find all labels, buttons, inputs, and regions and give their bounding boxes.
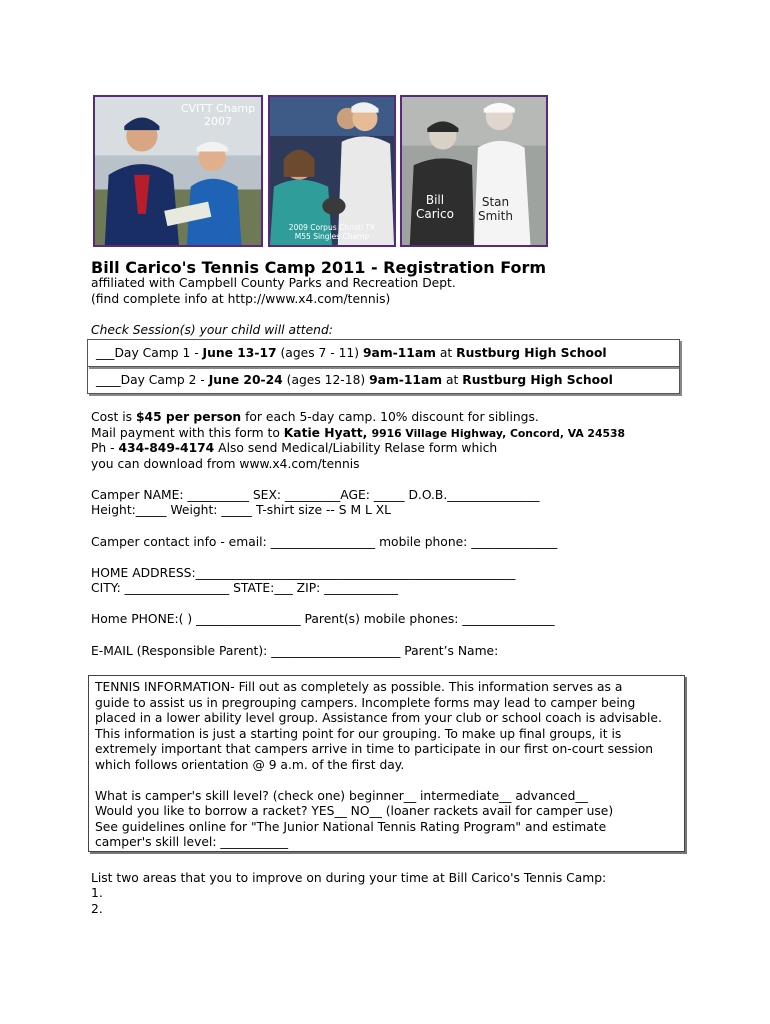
cost-line xyxy=(91,410,539,426)
tennis-information-box xyxy=(88,675,685,852)
photo3-right-caption: Stan Smith xyxy=(478,195,513,223)
session-day-camp-2[interactable] xyxy=(87,366,680,394)
tennis-info-line: TENNIS INFORMATION- Fill out as completely as possible. This information serves as a xyxy=(95,680,623,694)
borrow-racket-line[interactable]: Would you like to borrow a racket? YES__ NO__ (loaner rackets avail for camper use) xyxy=(95,804,614,818)
email-parent-line[interactable]: E-MAIL (Responsible Parent): _____________________ Parent’s Name: xyxy=(91,644,499,658)
height-weight-line[interactable]: Height:_____ Weight: _____ T-shirt size -- S M L XL xyxy=(91,503,392,517)
session2-blank[interactable]: ____ xyxy=(96,373,121,387)
session2-location: Rustburg High School xyxy=(462,373,613,387)
download-line: you can download from www.x4.com/tennis xyxy=(91,457,360,471)
phone-line xyxy=(91,441,497,457)
tennis-info-line: extremely important that campers arrive in time to participate in our first on-court session xyxy=(95,742,654,756)
mail-prefix: Mail payment with this form to xyxy=(91,426,284,440)
phone-number: 434-849-4174 xyxy=(118,441,215,455)
estimate-skill-line[interactable]: camper's skill level: ___________ xyxy=(95,835,289,849)
photo-cvitt-champ xyxy=(93,95,263,247)
photo3-left-caption: Bill Carico xyxy=(416,193,454,221)
mail-line xyxy=(91,426,625,442)
cost-suffix: for each 5-day camp. 10% discount for siblings. xyxy=(241,410,539,424)
session-day-camp-1[interactable] xyxy=(87,339,680,367)
info-text: (find complete info at http://www.x4.com/tennis) xyxy=(91,292,391,306)
session2-label: Day Camp 2 - xyxy=(120,373,209,387)
improve-item-1[interactable]: 1. xyxy=(91,886,103,900)
session1-at: at xyxy=(435,346,457,360)
cost-price: $45 per person xyxy=(135,410,242,424)
session2-time: 9am-11am xyxy=(369,373,443,387)
session1-location: Rustburg High School xyxy=(456,346,607,360)
home-phone-line[interactable]: Home PHONE:( ) _________________ Parent(s) mobile phones: _______________ xyxy=(91,612,555,626)
photo1-caption: CVITT Champ 2007 xyxy=(180,102,256,128)
mail-address: 9916 Village Highway, Concord, VA 24538 xyxy=(371,427,625,440)
session1-label: Day Camp 1 - xyxy=(114,346,203,360)
session1-ages: (ages 7 - 11) xyxy=(276,346,363,360)
city-state-zip-line[interactable]: CITY: _________________ STATE:___ ZIP: ____________ xyxy=(91,581,398,595)
tennis-info-line: This information is just a starting point for our grouping. To make up final groups, it is xyxy=(95,726,622,741)
skill-level-line[interactable]: What is camper's skill level? (check one) beginner__ intermediate__ advanced__ xyxy=(95,788,588,803)
affiliation-text: affiliated with Campbell County Parks and Recreation Dept. xyxy=(91,276,456,290)
home-address-line[interactable]: HOME ADDRESS:____________________________________________________ xyxy=(91,566,516,580)
session1-blank[interactable]: ___ xyxy=(96,346,115,360)
improve-prompt: List two areas that you to improve on during your time at Bill Carico's Tennis Camp: xyxy=(91,871,607,885)
tennis-info-line: guide to assist us in pregrouping campers. Incomplete forms may lead to camper being xyxy=(95,695,636,710)
session2-dates: June 20-24 xyxy=(208,373,283,387)
cost-prefix: Cost is xyxy=(91,410,136,424)
photo2-caption: 2009 Corpus Christi TX M55 Singles Champ xyxy=(288,223,376,241)
phone-prefix: Ph - xyxy=(91,441,119,455)
phone-suffix: Also send Medical/Liability Relase form which xyxy=(214,441,498,455)
camper-name-line[interactable]: Camper NAME: __________ SEX: _________AGE: _____ D.O.B._______________ xyxy=(91,488,540,502)
improve-item-2[interactable]: 2. xyxy=(91,902,103,916)
session1-time: 9am-11am xyxy=(362,346,436,360)
tennis-info-line: placed in a lower ability level group. Assistance from your club or school coach is advisable. xyxy=(95,711,662,725)
mail-name: Katie Hyatt, xyxy=(283,426,372,440)
sessions-prompt: Check Session(s) your child will attend: xyxy=(91,323,333,337)
photo-bill-stan xyxy=(400,95,548,247)
tennis-info-line: which follows orientation @ 9 a.m. of the first day. xyxy=(95,757,405,772)
session2-at: at xyxy=(442,373,463,387)
guidelines-line: See guidelines online for "The Junior National Tennis Rating Program" and estimate xyxy=(95,819,607,834)
contact-info-line[interactable]: Camper contact info - email: _________________ mobile phone: ______________ xyxy=(91,535,558,549)
photo-corpus-christi xyxy=(268,95,396,247)
session2-ages: (ages 12-18) xyxy=(282,373,370,387)
session1-dates: June 13-17 xyxy=(202,346,277,360)
page-title: Bill Carico's Tennis Camp 2011 - Registration Form xyxy=(91,258,547,277)
